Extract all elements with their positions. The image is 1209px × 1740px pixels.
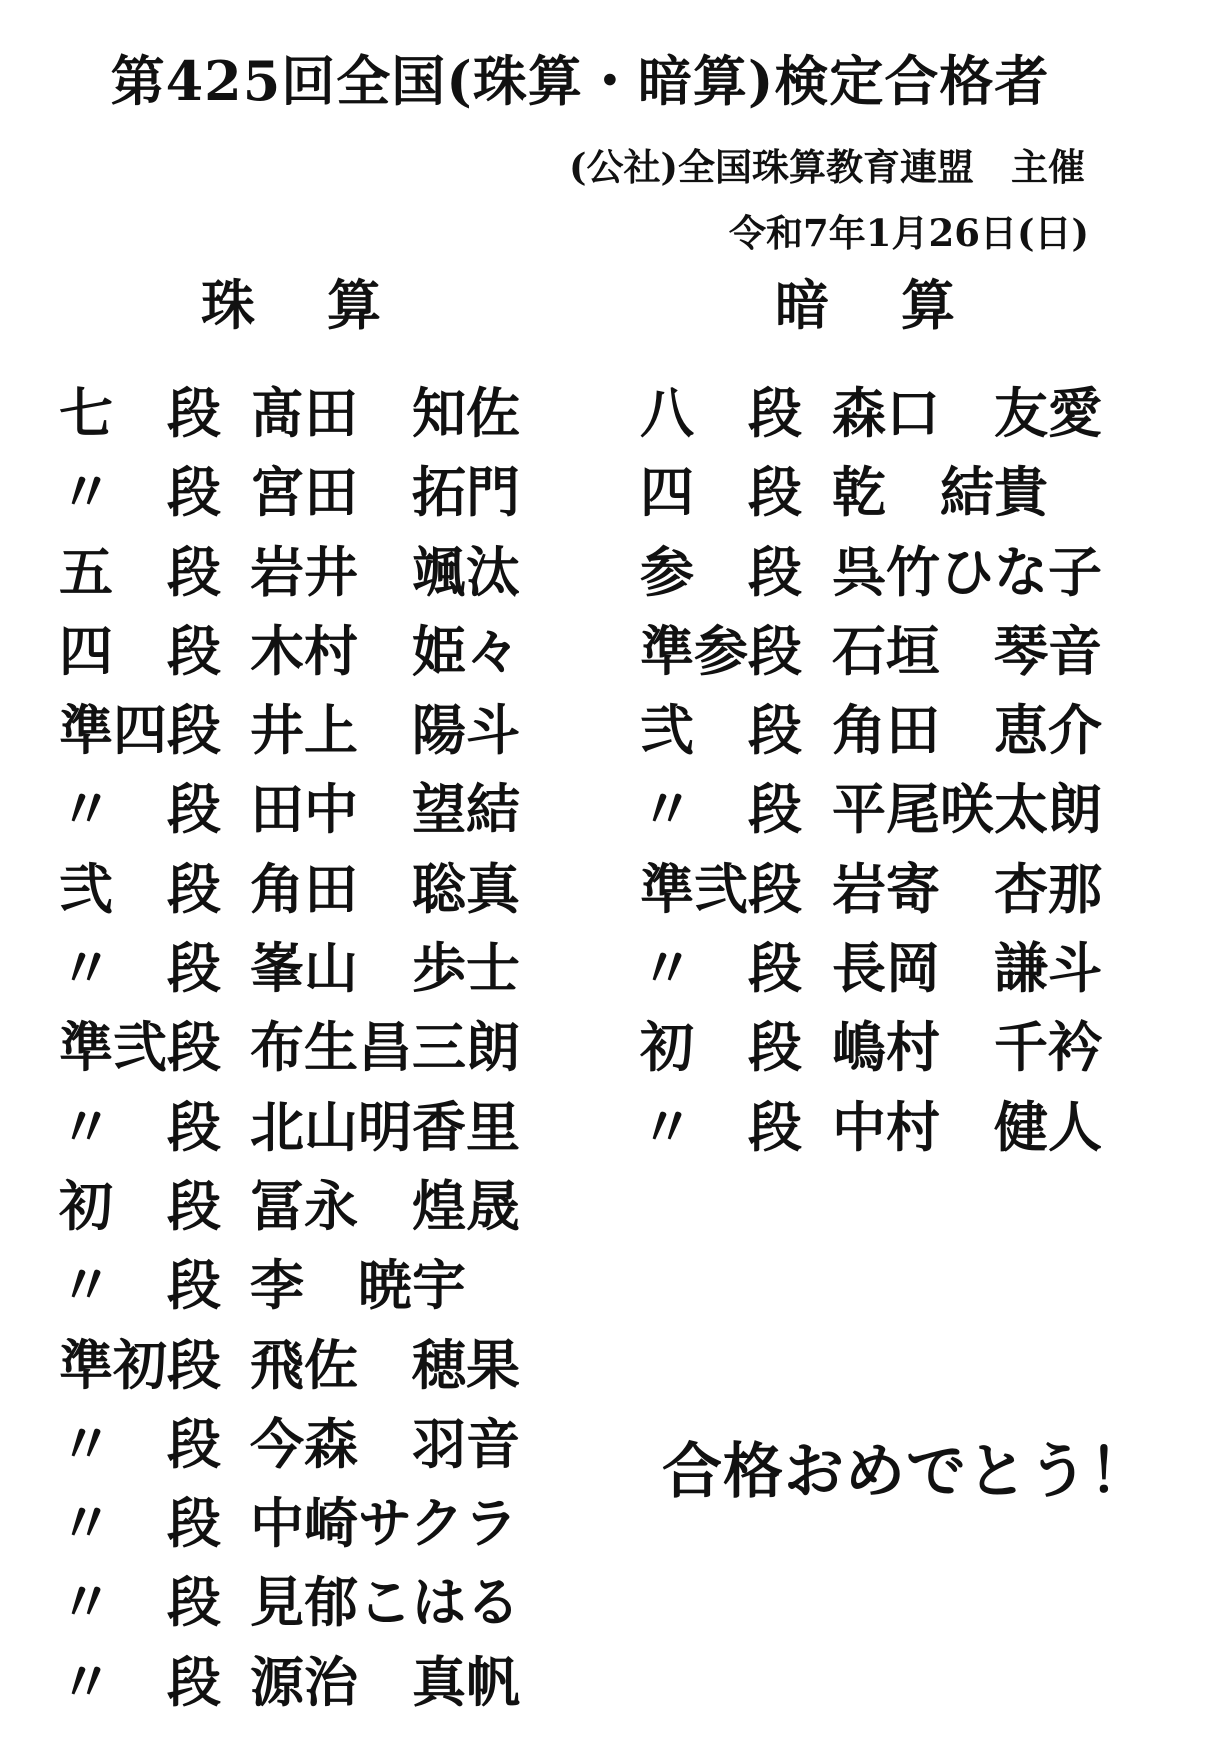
passer-name: 呉竹ひな子	[832, 539, 1102, 604]
rank-label: 〃 段	[59, 1094, 221, 1159]
passer-name: 岩寄 杏那	[832, 856, 1102, 921]
rank-label: 七 段	[59, 381, 221, 445]
rank-label: 〃 段	[59, 1649, 221, 1714]
rank-label: 〃 段	[59, 1411, 221, 1476]
anzan-heading-char: 算	[901, 273, 955, 337]
passer-name: 中村 健人	[832, 1094, 1102, 1159]
passer-name: 平尾咲太朗	[832, 777, 1102, 842]
rank-label: 五 段	[59, 539, 221, 604]
rank-label: 〃 段	[640, 936, 802, 1001]
rank-label: 初 段	[59, 1173, 221, 1238]
rank-label: 〃 段	[640, 777, 802, 842]
page-title: 第425回全国(珠算・暗算)検定合格者	[110, 49, 1050, 113]
passer-name: 布生昌三朗	[250, 1015, 520, 1080]
rank-label: 準参段	[640, 618, 802, 683]
passer-name: 冨永 煌晟	[250, 1173, 520, 1238]
passer-name: 今森 羽音	[250, 1411, 520, 1476]
passer-name: 角田 恵介	[832, 698, 1102, 763]
rank-label: 〃 段	[59, 1253, 221, 1318]
passer-name: 飛佐 穂果	[250, 1332, 520, 1397]
passer-name: 李 暁宇	[250, 1253, 466, 1318]
passer-name: 髙田 知佐	[250, 381, 520, 445]
passer-name: 源治 真帆	[250, 1649, 520, 1714]
rank-label: 弐 段	[59, 856, 221, 921]
rank-label: 準四段	[59, 698, 221, 763]
passer-name: 中崎サクラ	[250, 1491, 518, 1556]
rank-label: 初 段	[640, 1015, 802, 1080]
rank-label: 準弐段	[640, 856, 802, 921]
passer-name: 乾 結貴	[832, 460, 1048, 525]
soroban-heading-char: 算	[327, 273, 381, 337]
passer-name: 嶋村 千衿	[832, 1015, 1102, 1080]
organizer-line: (公社)全国珠算教育連盟 主催	[568, 145, 1085, 189]
congratulations-message: 合格おめでとう！	[662, 1437, 1150, 1507]
rank-label: 四 段	[640, 460, 802, 525]
passer-name: 見郁こはる	[250, 1570, 520, 1635]
passer-name: 井上 陽斗	[250, 698, 520, 763]
rank-label: 八 段	[640, 381, 802, 445]
anzan-heading-char: 暗	[775, 273, 829, 337]
soroban-heading	[198, 270, 384, 340]
anzan-heading	[772, 270, 958, 340]
rank-label: 〃 段	[59, 777, 221, 842]
rank-label: 〃 段	[59, 1570, 221, 1635]
passer-name: 森口 友愛	[832, 381, 1102, 445]
exam-date: 令和7年1月26日(日)	[729, 211, 1089, 255]
rank-label: 参 段	[640, 539, 802, 604]
rank-label: 弐 段	[640, 698, 802, 763]
rank-label: 準弐段	[59, 1015, 221, 1080]
rank-label: 〃 段	[59, 1491, 221, 1556]
passer-name: 岩井 颯汰	[250, 539, 520, 604]
rank-label: 〃 段	[640, 1094, 802, 1159]
passer-name: 峯山 歩士	[250, 936, 520, 1001]
soroban-heading-char: 珠	[201, 273, 255, 337]
passer-name: 石垣 琴音	[832, 618, 1102, 683]
passer-name: 宮田 拓門	[250, 460, 520, 525]
rank-label: 準初段	[59, 1332, 221, 1397]
passer-name: 木村 姫々	[250, 618, 520, 683]
rank-label: 四 段	[59, 618, 221, 683]
rank-label: 〃 段	[59, 936, 221, 1001]
passer-name: 田中 望結	[250, 777, 520, 842]
rank-label: 〃 段	[59, 460, 221, 525]
passer-name: 角田 聡真	[250, 856, 520, 921]
passer-name: 北山明香里	[250, 1094, 520, 1159]
passer-name: 長岡 謙斗	[832, 936, 1102, 1001]
